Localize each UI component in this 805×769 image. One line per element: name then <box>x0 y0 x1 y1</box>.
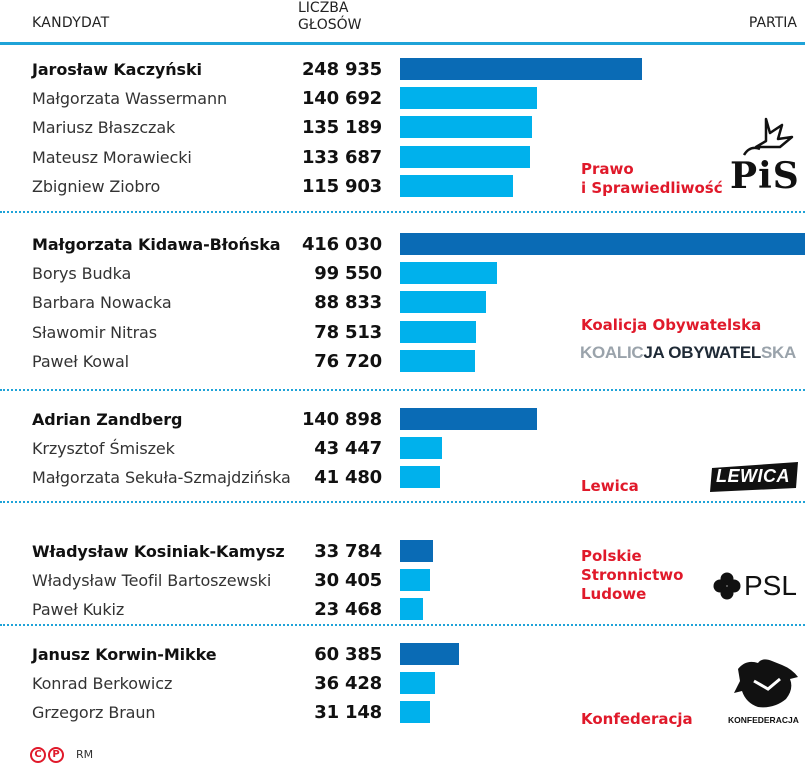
candidate-row-pis <box>0 113 805 142</box>
vote-count-label: 30 405 <box>314 570 382 592</box>
vote-count-label: 99 550 <box>314 263 382 285</box>
vote-bar <box>400 175 513 197</box>
vote-bar <box>400 116 532 138</box>
vote-bar <box>400 540 433 562</box>
vote-bar <box>400 291 486 313</box>
psl-logo <box>712 570 802 602</box>
candidate-row-ko <box>0 259 805 288</box>
vote-bar <box>400 672 435 694</box>
candidate-name: Małgorzata Wassermann <box>32 89 228 109</box>
candidate-row-lewica <box>0 463 805 492</box>
konfederacja-logo-text: KONFEDERACJA <box>728 715 799 725</box>
vote-count-label: 88 833 <box>314 292 382 314</box>
vote-count-label: 115 903 <box>301 175 382 197</box>
footer <box>30 744 93 764</box>
candidate-name: Grzegorz Braun <box>32 703 156 723</box>
party-label-psl-line1: Polskie <box>581 547 642 565</box>
credit-text: RM <box>76 748 94 761</box>
candidate-row-psl <box>0 595 805 624</box>
candidate-name: Władysław Kosiniak-Kamysz <box>32 542 285 561</box>
candidate-name: Adrian Zandberg <box>32 410 183 429</box>
vote-bar <box>400 262 497 284</box>
lewica-logo <box>710 462 800 492</box>
candidate-name: Mariusz Błaszczak <box>32 118 176 138</box>
vote-count-label: 78 513 <box>314 321 382 343</box>
party-label-pis <box>581 160 723 198</box>
group-separator <box>0 389 805 391</box>
party-label-pis-line1: Prawo <box>581 160 634 178</box>
vote-bar <box>400 569 430 591</box>
candidate-name: Zbigniew Ziobro <box>32 176 161 196</box>
candidate-name: Sławomir Nitras <box>32 322 157 342</box>
vote-bar <box>400 466 440 488</box>
votes-column-header <box>298 0 388 34</box>
candidate-row-lewica <box>0 434 805 463</box>
ko-logo-part-a: KOALIC <box>580 343 644 362</box>
party-label-pis-line2: i Sprawiedliwość <box>581 179 723 197</box>
vote-count-label: 140 692 <box>301 88 382 110</box>
group-separator <box>0 501 805 503</box>
lewica-logo-text: LEWICA <box>716 466 790 486</box>
header-divider <box>0 42 805 45</box>
party-label-psl-line3: Ludowe <box>581 585 647 603</box>
vote-count-label: 135 189 <box>301 117 382 139</box>
party-label-ko: Koalicja Obywatelska <box>581 316 762 334</box>
vote-count-label: 31 148 <box>314 702 382 724</box>
pis-logo <box>730 115 804 197</box>
candidate-name: Paweł Kukiz <box>32 600 125 620</box>
votes-header-line1: LICZBA <box>298 0 349 16</box>
candidate-row-ko <box>0 230 805 259</box>
party-label-konfederacja: Konfederacja <box>581 710 693 728</box>
group-separator <box>0 211 805 213</box>
candidate-name: Borys Budka <box>32 264 132 284</box>
candidate-name: Janusz Korwin-Mikke <box>32 645 217 664</box>
party-label-lewica: Lewica <box>581 477 639 495</box>
candidate-row-pis <box>0 84 805 113</box>
vote-count-label: 41 480 <box>314 467 382 489</box>
candidate-name: Krzysztof Śmiszek <box>32 439 175 459</box>
candidate-row-konfederacja <box>0 640 805 669</box>
candidate-name: Konrad Berkowicz <box>32 674 173 694</box>
vote-count-label: 416 030 <box>301 234 382 255</box>
vote-bar <box>400 146 530 168</box>
vote-bar <box>400 437 442 459</box>
konfederacja-emblem-icon <box>728 655 804 713</box>
candidate-name: Władysław Teofil Bartoszewski <box>32 571 272 591</box>
pis-logo-text: PiS <box>730 155 800 197</box>
chart-header <box>0 0 805 44</box>
candidate-column-header: KANDYDAT <box>32 15 110 31</box>
ko-logo-part-b: JA OBYWATEL <box>643 343 761 362</box>
vote-count-label: 76 720 <box>314 350 382 372</box>
clover-icon <box>712 571 742 601</box>
copyright-c-icon: C <box>30 747 46 763</box>
candidate-row-lewica <box>0 405 805 434</box>
candidate-name: Małgorzata Sekuła-Szmajdzińska <box>32 468 291 488</box>
vote-count-label: 33 784 <box>314 541 382 562</box>
party-label-psl <box>581 547 683 604</box>
vote-bar <box>400 701 430 723</box>
vote-bar <box>400 350 475 372</box>
vote-count-label: 36 428 <box>314 673 382 695</box>
vote-bar <box>400 233 805 255</box>
ko-logo-part-c: SKA <box>760 343 796 362</box>
psl-logo-text: PSL <box>744 570 797 601</box>
party-column-header: PARTIA <box>748 15 797 31</box>
vote-count-label: 133 687 <box>301 146 382 168</box>
vote-count-label: 43 447 <box>314 438 382 460</box>
vote-bar <box>400 58 642 80</box>
vote-bar <box>400 598 423 620</box>
candidate-row-psl <box>0 566 805 595</box>
candidate-name: Paweł Kowal <box>32 351 130 371</box>
candidate-name: Mateusz Morawiecki <box>32 147 192 167</box>
vote-count-label: 23 468 <box>314 599 382 621</box>
candidate-row-pis <box>0 55 805 84</box>
candidate-name: Jarosław Kaczyński <box>32 60 202 79</box>
vote-bar <box>400 321 476 343</box>
konfederacja-logo <box>728 655 804 730</box>
candidate-row-ko <box>0 288 805 317</box>
candidate-name: Małgorzata Kidawa-Błońska <box>32 235 281 254</box>
candidate-row-psl <box>0 537 805 566</box>
vote-bar <box>400 87 537 109</box>
vote-count-label: 60 385 <box>314 644 382 665</box>
candidate-row-konfederacja <box>0 669 805 698</box>
votes-header-line2: GŁOSÓW <box>298 17 362 33</box>
vote-count-label: 140 898 <box>301 409 382 430</box>
vote-bar <box>400 643 459 665</box>
candidate-name: Barbara Nowacka <box>32 293 172 313</box>
ko-logo <box>580 343 796 363</box>
vote-bar <box>400 408 537 430</box>
vote-count-label: 248 935 <box>301 59 382 80</box>
party-label-psl-line2: Stronnictwo <box>581 566 684 584</box>
copyright-p-icon: P <box>48 747 64 763</box>
